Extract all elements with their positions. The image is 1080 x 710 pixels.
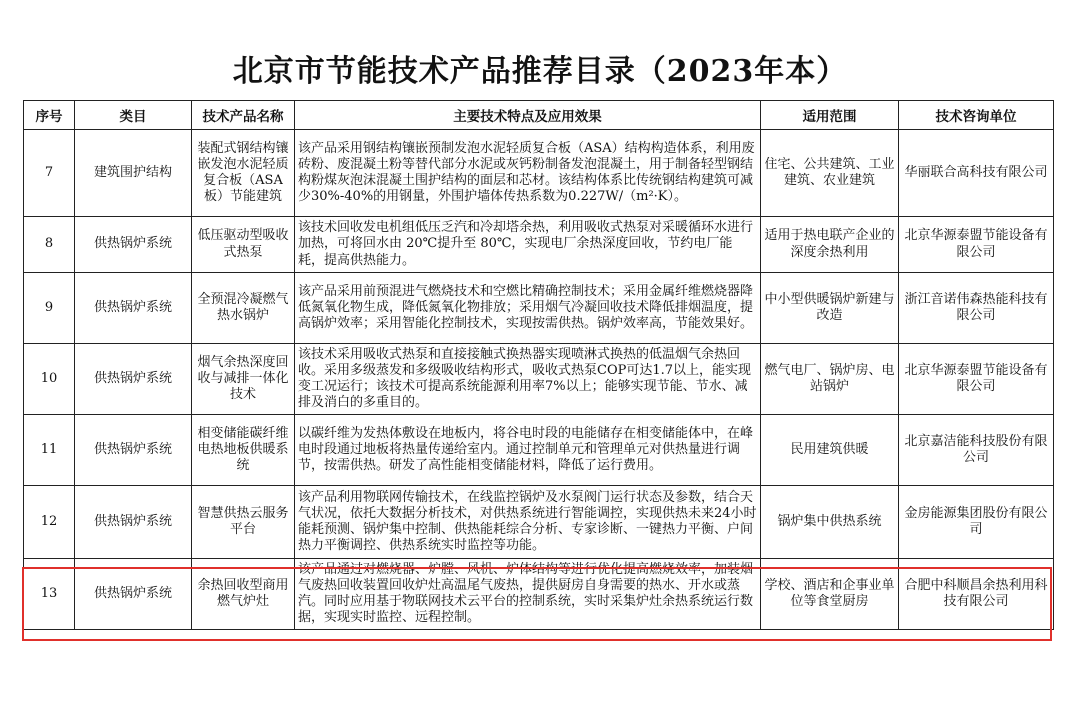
- row-unit: 北京华源泰盟节能设备有限公司: [899, 344, 1054, 415]
- table-row: [24, 486, 1054, 559]
- row-unit: 北京华源泰盟节能设备有限公司: [899, 217, 1054, 273]
- row-no: 9: [24, 273, 75, 344]
- row-name: 余热回收型商用燃气炉灶: [192, 559, 295, 630]
- row-desc: 该产品利用物联网传输技术，在线监控锅炉及水泵阀门运行状态及参数，结合天气状况，依托大数据分析技术，对供热系统进行智能调控，实现供热未来24小时能耗预测、锅炉集中控制、供热能耗综合分析、专家诊断、一键热力平衡、户间热力平衡调控、供热系统实时监控等功能。: [295, 486, 761, 559]
- row-desc: 该产品采用钢结构镶嵌预制发泡水泥轻质复合板（ASA）结构构造体系，利用废砖粉、废混凝土粉等替代部分水泥或灰钙粉制备发泡混凝土，用于制备轻型钢结构粉煤灰泡沫混凝土围护结构的面层和芯材。该结构体系比传统钢结构建筑可减少30%-40%的用钢量，外围护墙体传热系数为0.227W/（m²·K）。: [295, 130, 761, 217]
- row-category: 供热锅炉系统: [75, 217, 192, 273]
- row-category: 建筑围护结构: [75, 130, 192, 217]
- table-row: [24, 415, 1054, 486]
- row-unit: 浙江音诺伟森热能科技有限公司: [899, 273, 1054, 344]
- row-no: 12: [24, 486, 75, 559]
- header-desc: 主要技术特点及应用效果: [295, 101, 761, 130]
- header-unit: 技术咨询单位: [899, 101, 1054, 130]
- table-header-row: [24, 101, 1054, 130]
- row-no: 13: [24, 559, 75, 630]
- row-desc: 以碳纤维为发热体敷设在地板内，将谷电时段的电能储存在相变储能体中，在峰电时段通过地板将热量传递给室内。通过控制单元和管理单元对供热量进行调节，按需供热。研发了高性能相变储能材料，降低了运行费用。: [295, 415, 761, 486]
- row-category: 供热锅炉系统: [75, 344, 192, 415]
- row-no: 11: [24, 415, 75, 486]
- row-unit: 华丽联合高科技有限公司: [899, 130, 1054, 217]
- table-row-highlighted: [24, 559, 1054, 630]
- row-scope: 学校、酒店和企事业单位等食堂厨房: [761, 559, 899, 630]
- header-name: 技术产品名称: [192, 101, 295, 130]
- row-desc: 该产品采用前预混进气燃烧技术和空燃比精确控制技术；采用金属纤维燃烧器降低氮氧化物生成，降低氮氧化物排放；采用烟气冷凝回收技术降低排烟温度，提高锅炉效率；采用智能化控制技术，实现按需供热。锅炉效率高，节能效果好。: [295, 273, 761, 344]
- row-scope: 住宅、公共建筑、工业建筑、农业建筑: [761, 130, 899, 217]
- row-name: 装配式钢结构镶嵌发泡水泥轻质复合板（ASA板）节能建筑: [192, 130, 295, 217]
- page-title: 北京市节能技术产品推荐目录（2023年本）: [232, 54, 848, 89]
- row-scope: 燃气电厂、锅炉房、电站锅炉: [761, 344, 899, 415]
- header-scope: 适用范围: [761, 101, 899, 130]
- row-category: 供热锅炉系统: [75, 415, 192, 486]
- row-scope: 适用于热电联产企业的深度余热利用: [761, 217, 899, 273]
- row-scope: 民用建筑供暖: [761, 415, 899, 486]
- row-name: 烟气余热深度回收与减排一体化技术: [192, 344, 295, 415]
- row-no: 8: [24, 217, 75, 273]
- row-unit: 北京嘉洁能科技股份有限公司: [899, 415, 1054, 486]
- row-scope: 中小型供暖锅炉新建与改造: [761, 273, 899, 344]
- row-unit: 合肥中科顺昌余热利用科技有限公司: [899, 559, 1054, 630]
- row-name: 智慧供热云服务平台: [192, 486, 295, 559]
- row-no: 7: [24, 130, 75, 217]
- table-row: [24, 130, 1054, 217]
- header-category: 类目: [75, 101, 192, 130]
- row-category: 供热锅炉系统: [75, 273, 192, 344]
- row-desc: 该产品通过对燃烧器、炉膛、风机、炉体结构等进行优化提高燃烧效率，加装烟气废热回收装置回收炉灶高温尾气废热，提供厨房自身需要的热水、开水或蒸汽。同时应用基于物联网技术云平台的控制系统，实时采集炉灶余热系统运行数据，实现实时监控、远程控制。: [295, 559, 761, 630]
- row-category: 供热锅炉系统: [75, 559, 192, 630]
- table-row: [24, 344, 1054, 415]
- row-desc: 该技术回收发电机组低压乏汽和冷却塔余热，利用吸收式热泵对采暖循环水进行加热，可将回水由 20℃提升至 80℃，实现电厂余热深度回收，节约电厂能耗，提高供热能力。: [295, 217, 761, 273]
- catalog-table: [23, 100, 1054, 630]
- table-row: [24, 217, 1054, 273]
- row-no: 10: [24, 344, 75, 415]
- row-name: 相变储能碳纤维电热地板供暖系统: [192, 415, 295, 486]
- row-name: 全预混冷凝燃气热水锅炉: [192, 273, 295, 344]
- row-name: 低压驱动型吸收式热泵: [192, 217, 295, 273]
- row-desc: 该技术采用吸收式热泵和直接接触式换热器实现喷淋式换热的低温烟气余热回收。采用多级蒸发和多级吸收结构形式，吸收式热泵COP可达1.7以上，能实现变工况运行；该技术可提高系统能源利用率7%以上；能够实现节能、节水、减排及消白的多重目的。: [295, 344, 761, 415]
- header-no: 序号: [24, 101, 75, 130]
- row-unit: 金房能源集团股份有限公司: [899, 486, 1054, 559]
- row-scope: 锅炉集中供热系统: [761, 486, 899, 559]
- row-category: 供热锅炉系统: [75, 486, 192, 559]
- table-row: [24, 273, 1054, 344]
